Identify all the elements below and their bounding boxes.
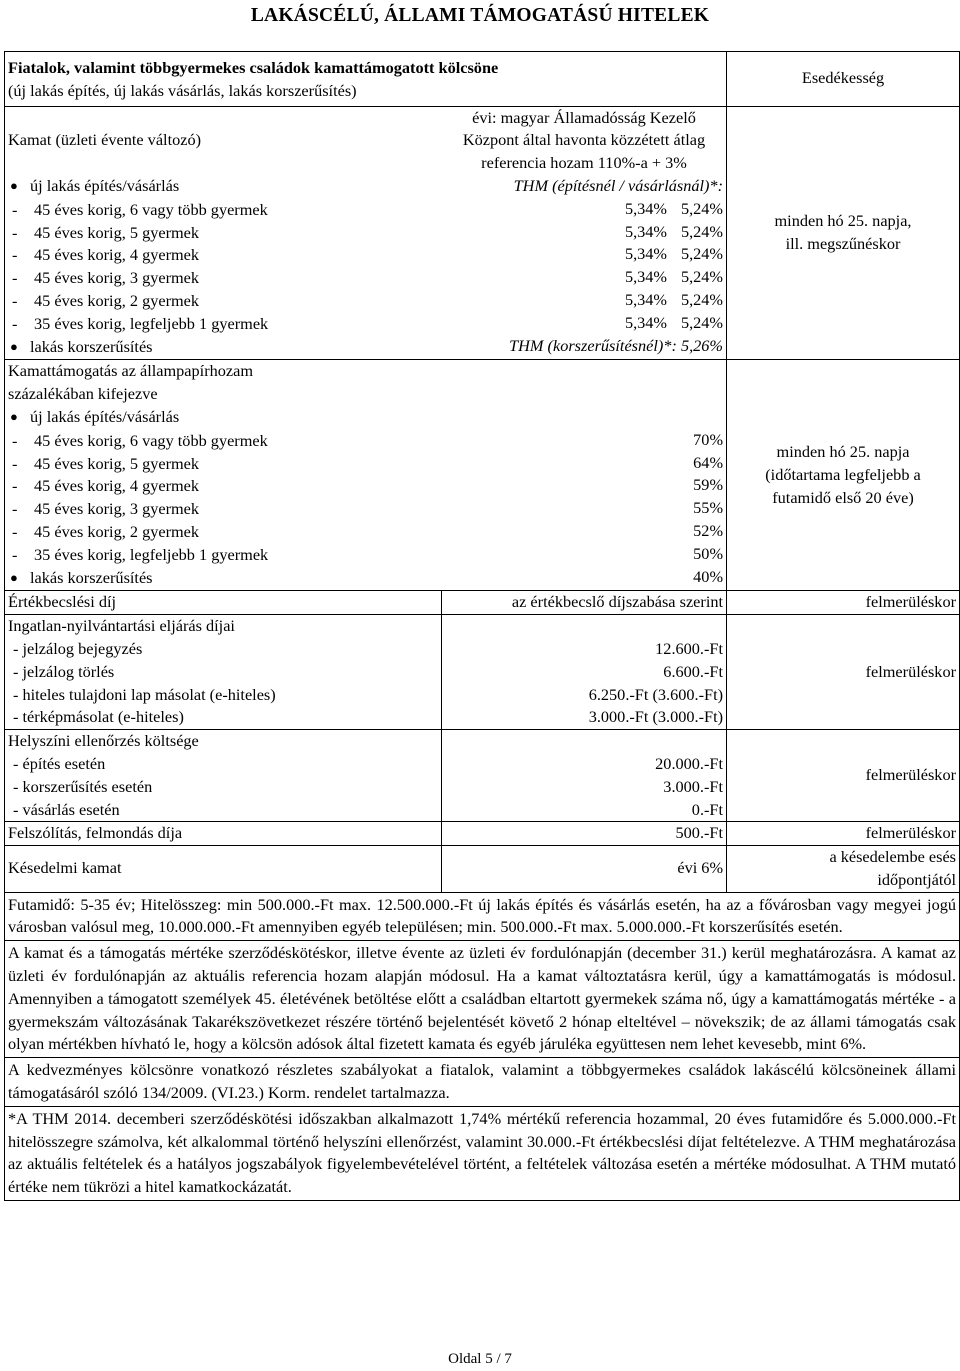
interest-row-text: 45 éves korig, 3 gyermek	[34, 268, 200, 288]
subsidy-row-value: 70%	[693, 429, 723, 449]
loan-table	[4, 51, 960, 1201]
inspection-item-value: 20.000.-Ft	[655, 753, 724, 773]
note-row	[5, 1058, 960, 1107]
inspection-labels	[5, 730, 442, 822]
inspection-row	[5, 730, 960, 822]
subsidy-row-text: 45 éves korig, 6 vagy több gyermek	[34, 430, 268, 450]
inspection-item-value: 0.-Ft	[691, 799, 724, 819]
dash-mark: -	[12, 290, 18, 310]
interest-due: minden hó 25. napja, ill. megszűnéskor	[727, 106, 960, 360]
dash-mark: -	[12, 453, 18, 473]
interest-row-values	[445, 289, 723, 312]
registry-values	[442, 615, 727, 730]
interest-row-text: 45 éves korig, 4 gyermek	[34, 245, 200, 265]
subsidy-row-value: 50%	[693, 543, 723, 563]
thm-buy-value: 5,24%	[680, 221, 723, 241]
subsidy-row-label	[8, 475, 445, 498]
dash-mark: -	[12, 476, 18, 496]
subsidy-row-text: 45 éves korig, 2 gyermek	[34, 521, 200, 541]
note-interest-change: A kamat és a támogatás mértéke szerződéskötéskor, illetve évente az üzleti év fordulónapján (december 31.) kerül meghatározásra. A kamat az üzleti év fordulónapján az aktuális referencia hozam alapján módosul. Ha a kamat változtatásra kerül, úgy a kamattámogatás is módosul. Amennyiben a támogatott személyek 45. életévének betöltése előtt a családban eltartott gyermekek száma nő, úgy a kamattámogatás mértéke - a gyermekszám változásának Takarékszövetkezet részére történő bejelentését követő 2 hónap elteltével – növekszik; de az állami támogatás csak olyan mértékben hívható le, hogy a kölcsön adósok által fizetett kamata és egyéb járuléka együttesen nem lehet kevesebb, mint 6%.	[5, 941, 960, 1058]
inspection-item-label: - vásárlás esetén	[13, 799, 120, 819]
interest-row-values	[445, 312, 723, 335]
subsidy-row-value: 59%	[693, 475, 723, 495]
thm-buy-value: 5,24%	[680, 312, 723, 332]
thm-buy-value: 5,24%	[680, 244, 723, 264]
interest-label: Kamat (üzleti évente változó)	[8, 130, 202, 150]
inspection-item-label: - korszerűsítés esetén	[13, 776, 153, 796]
subsidy-row-value: 55%	[693, 498, 723, 518]
valuation-value: az értékbecslő díjszabása szerint	[442, 591, 727, 615]
subsidy-label-2: százalékában kifejezve	[8, 384, 158, 404]
valuation-row	[5, 591, 960, 615]
thm-build-value: 5,34%	[624, 244, 667, 264]
interest-row-label	[8, 222, 445, 245]
subsidy-due: minden hó 25. napja (időtartama legfeljebb a futamidő első 20 éve)	[727, 360, 960, 591]
late-due: a késedelembe esés időpontjától	[727, 846, 960, 893]
subsidy-values	[445, 360, 723, 590]
interest-row-text: 45 éves korig, 5 gyermek	[34, 222, 200, 242]
subsidy-cell	[5, 360, 727, 591]
product-title: Fiatalok, valamint többgyermekes családok kamattámogatott kölcsöne	[8, 58, 499, 77]
thm-build-value: 5,34%	[624, 221, 667, 241]
registry-item-value: 6.250.-Ft (3.600.-Ft)	[588, 684, 724, 704]
dash-mark: -	[12, 268, 18, 288]
bullet-icon	[8, 406, 30, 430]
registry-item-label: - jelzálog bejegyzés	[13, 638, 143, 658]
dash-mark: -	[12, 544, 18, 564]
subsidy-row-value: 52%	[693, 520, 723, 540]
interest-labels	[8, 107, 445, 360]
thm-label: THM (építésnél / vásárlásnál)*:	[513, 175, 723, 195]
dash-mark: -	[12, 222, 18, 242]
subsidy-row-text: 45 éves korig, 4 gyermek	[34, 476, 200, 496]
subsidy-row-text: 35 éves korig, legfeljebb 1 gyermek	[34, 544, 269, 564]
interest-renov-label: lakás korszerűsítés	[30, 336, 153, 356]
valuation-due: felmerüléskor	[727, 591, 960, 615]
subsidy-label-1: Kamattámogatás az állampapírhozam	[8, 361, 254, 381]
registry-labels	[5, 615, 442, 730]
note-thm: *A THM 2014. decemberi szerződéskötési időszakban alkalmazott 1,74% mértékű referencia hozammal, 20 éves futamidőre és 5.000.000.-Ft hitelösszegre számolva, két alkalommal történő helyszíni ellenőrzést, valamint 30.000.-Ft értékbecslési díjat feltételezve. A THM meghatározása az aktuális feltételek és a hatályos jogszabályok figyelembevételével történt, a feltételek változása esetén a mértéke módosulhat. A THM mutató értéke nem tükrözi a hitel kamatkockázatát.	[5, 1106, 960, 1200]
interest-desc-2: Központ által havonta közzétett átlag	[462, 130, 706, 150]
interest-row-values	[445, 221, 723, 244]
dash-mark: -	[12, 313, 18, 333]
page-title: LAKÁSCÉLÚ, ÁLLAMI TÁMOGATÁSÚ HITELEK	[250, 5, 710, 26]
subsidy-row-text: 45 éves korig, 5 gyermek	[34, 453, 200, 473]
registry-row	[5, 615, 960, 730]
dash-mark: -	[12, 499, 18, 519]
interest-row-text: 45 éves korig, 2 gyermek	[34, 290, 200, 310]
interest-row-text: 35 éves korig, legfeljebb 1 gyermek	[34, 313, 269, 333]
subsidy-new-label: új lakás építés/vásárlás	[30, 406, 180, 426]
interest-new-label: új lakás építés/vásárlás	[30, 175, 180, 195]
interest-cell	[5, 106, 727, 360]
subsidy-row-label	[8, 430, 445, 453]
thm-buy-value: 5,24%	[680, 267, 723, 287]
interest-values	[445, 107, 723, 360]
bullet-icon	[8, 175, 30, 199]
subsidy-row-label	[8, 453, 445, 476]
registry-item-value: 12.600.-Ft	[655, 638, 724, 658]
notice-due: felmerüléskor	[727, 822, 960, 846]
registry-item-value: 3.000.-Ft (3.000.-Ft)	[588, 707, 724, 727]
dash-mark: -	[12, 199, 18, 219]
renov-thm: THM (korszerűsítésnél)*: 5,26%	[509, 335, 723, 355]
valuation-label: Értékbecslési díj	[5, 591, 442, 615]
thm-buy-value: 5,24%	[680, 198, 723, 218]
interest-section	[5, 106, 960, 360]
interest-desc-1: évi: magyar Államadósság Kezelő	[472, 107, 696, 127]
subsidy-row-label	[8, 544, 445, 567]
late-label: Késedelmi kamat	[5, 846, 442, 893]
product-header	[5, 52, 727, 107]
inspection-item-value: 3.000.-Ft	[663, 776, 724, 796]
interest-row-label	[8, 244, 445, 267]
interest-desc-3: referencia hozam 110%-a + 3%	[481, 153, 687, 173]
late-row	[5, 846, 960, 893]
inspection-item-label: - építés esetén	[13, 753, 106, 773]
bullet-icon	[8, 567, 30, 591]
bullet-icon	[8, 336, 30, 360]
subsidy-row-label	[8, 498, 445, 521]
notice-row	[5, 822, 960, 846]
registry-item-value: 6.600.-Ft	[663, 661, 724, 681]
subsidy-row-label	[8, 521, 445, 544]
subsidy-row-text: 45 éves korig, 3 gyermek	[34, 499, 200, 519]
note-row	[5, 892, 960, 941]
interest-row-label	[8, 199, 445, 222]
late-value: évi 6%	[442, 846, 727, 893]
note-regulation: A kedvezményes kölcsönre vonatkozó részletes szabályokat a fiatalok, valamint a többgyermekes családok lakáscélú kölcsöneinek állami támogatásáról szóló 134/2009. (VI.23.) Korm. rendelet tartalmazza.	[5, 1058, 960, 1107]
registry-item-label: - jelzálog törlés	[13, 661, 115, 681]
registry-item-label: - térképmásolat (e-hiteles)	[13, 707, 184, 727]
interest-row-values	[445, 266, 723, 289]
registry-item-label: - hiteles tulajdoni lap másolat (e-hiteles)	[13, 684, 276, 704]
dash-mark: -	[12, 245, 18, 265]
due-header: Esedékesség	[727, 52, 960, 107]
registry-due: felmerüléskor	[727, 615, 960, 730]
subsidy-row-value: 64%	[693, 452, 723, 472]
subsidy-section	[5, 360, 960, 591]
interest-row-values	[445, 198, 723, 221]
interest-row-label	[8, 267, 445, 290]
header-row	[5, 52, 960, 107]
inspection-due: felmerüléskor	[727, 730, 960, 822]
thm-build-value: 5,34%	[624, 312, 667, 332]
notice-value: 500.-Ft	[442, 822, 727, 846]
thm-build-value: 5,34%	[624, 267, 667, 287]
page-footer: Oldal 5 / 7	[448, 1351, 512, 1367]
product-subtitle: (új lakás építés, új lakás vásárlás, lakás korszerűsítés)	[8, 80, 357, 100]
dash-mark: -	[12, 430, 18, 450]
notice-label: Felszólítás, felmondás díja	[5, 822, 442, 846]
thm-buy-value: 5,24%	[680, 289, 723, 309]
inspection-values	[442, 730, 727, 822]
interest-row-label	[8, 313, 445, 336]
subsidy-labels	[8, 360, 445, 590]
interest-row-text: 45 éves korig, 6 vagy több gyermek	[34, 199, 268, 219]
subsidy-renov-label: lakás korszerűsítés	[30, 567, 153, 587]
inspection-label: Helyszíni ellenőrzés költsége	[8, 731, 199, 751]
subsidy-renov-value: 40%	[693, 566, 723, 586]
note-terms: Futamidő: 5-35 év; Hitelösszeg: min 500.000.-Ft max. 12.500.000.-Ft új lakás építés és vásárlás esetén, ha az a fővárosban vagy megyei jogú városban valósul meg, 10.000.000.-Ft amennyiben egyéb településen; min. 500.000.-Ft max. 5.000.000.-Ft korszerűsítés esetén.	[5, 892, 960, 941]
interest-row-label	[8, 290, 445, 313]
note-row	[5, 941, 960, 1058]
interest-row-values	[445, 243, 723, 266]
thm-build-value: 5,34%	[624, 289, 667, 309]
dash-mark: -	[12, 521, 18, 541]
registry-label: Ingatlan-nyilvántartási eljárás díjai	[8, 616, 235, 636]
note-row	[5, 1106, 960, 1200]
thm-build-value: 5,34%	[624, 198, 667, 218]
